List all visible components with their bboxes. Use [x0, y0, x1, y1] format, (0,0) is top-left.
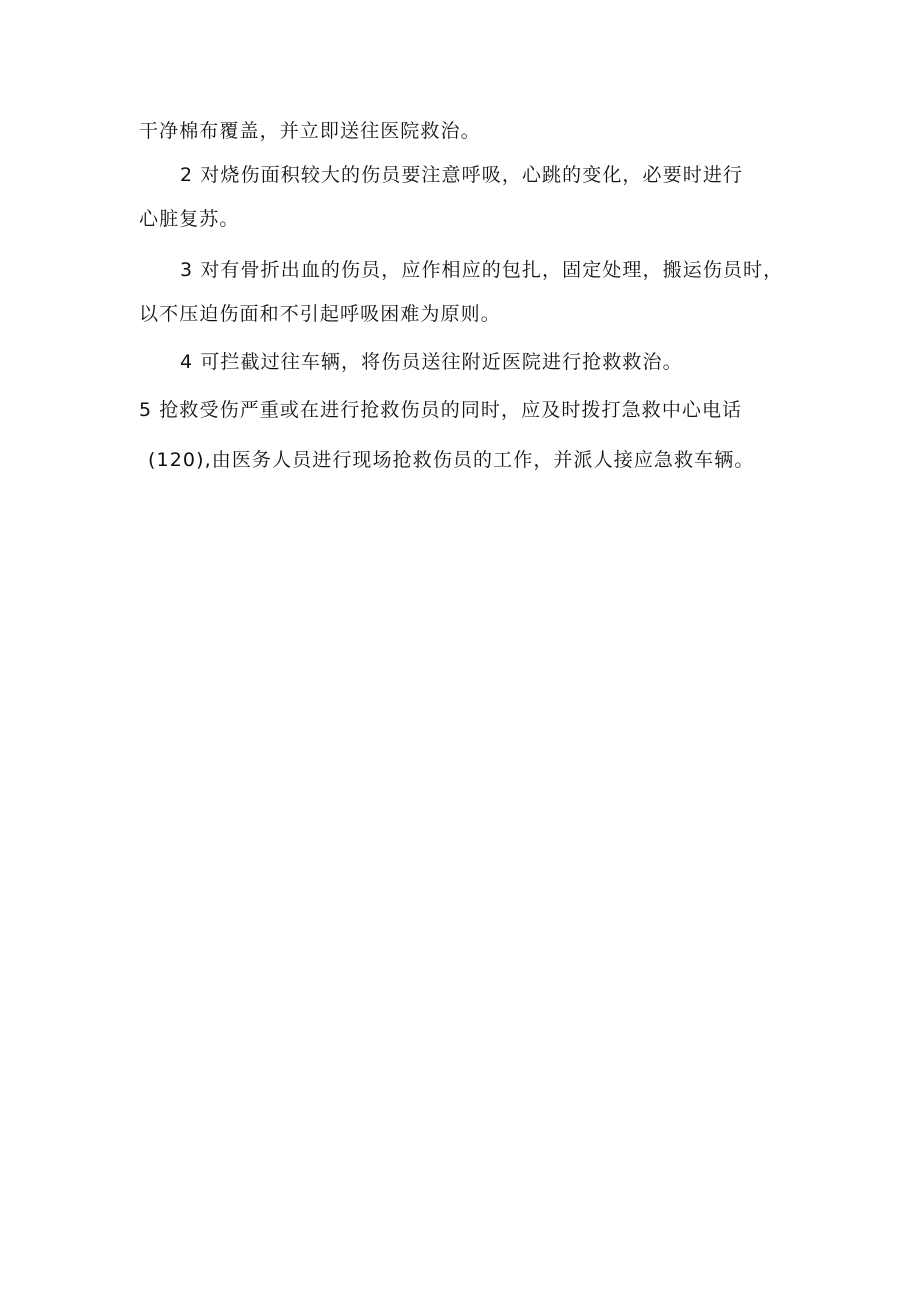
- text-line-1: 干净棉布覆盖，并立即送往医院救治。: [139, 120, 481, 142]
- text-line-6: 4 可拦截过往车辆，将伤员送往附近医院进行抢救救治。: [180, 351, 683, 373]
- text-line-5: 以不压迫伤面和不引起呼吸困难为原则。: [139, 303, 501, 325]
- text-line-4: 3 对有骨折出血的伤员，应作相应的包扎，固定处理，搬运伤员时，: [180, 259, 784, 281]
- text-line-2: 2 对烧伤面积较大的伤员要注意呼吸，心跳的变化，必要时进行: [180, 164, 744, 186]
- text-line-3: 心脏复苏。: [139, 208, 240, 230]
- text-line-8: (120),由医务人员进行现场抢救伤员的工作，并派人接应急救车辆。: [148, 449, 755, 471]
- text-line-7: 5 抢救受伤严重或在进行抢救伤员的同时，应及时拨打急救中心电话: [139, 399, 743, 421]
